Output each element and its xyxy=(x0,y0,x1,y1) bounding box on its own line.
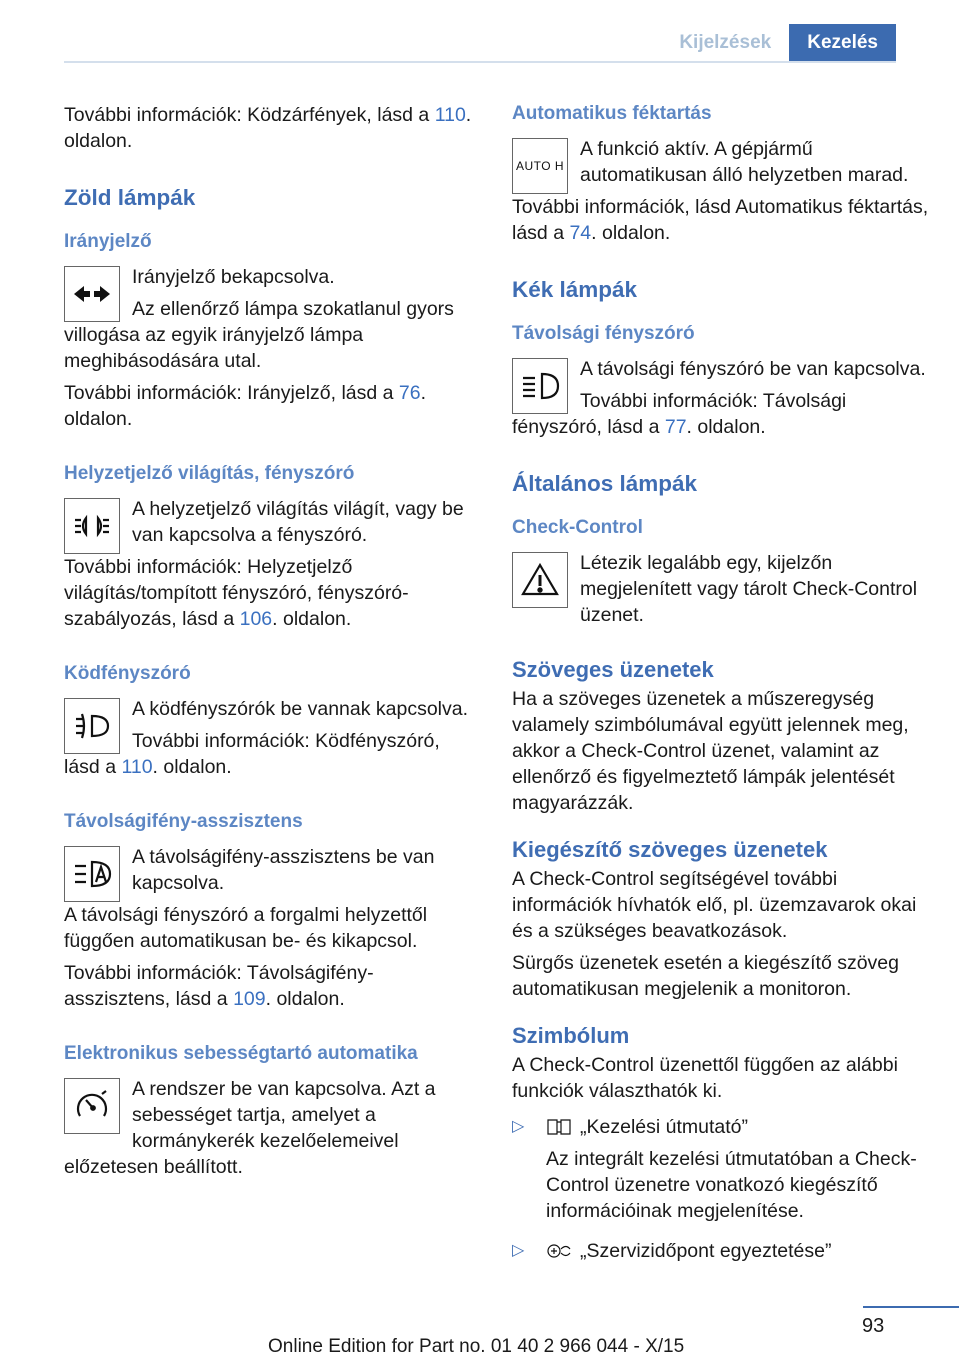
fog-light-block: A ködfényszórók be vannak kapcsolva. További információk: Ködfényszóró, lásd a 110. oldalon. xyxy=(64,696,474,780)
fog-light-icon xyxy=(64,698,120,754)
page-number: 93 xyxy=(862,1315,885,1337)
page-link[interactable]: 110 xyxy=(121,756,153,778)
high-beam-icon xyxy=(512,358,568,414)
high-beam-assist-info: További információk: Távolságifény-asszisztens, lásd a 109. oldalon. xyxy=(64,962,374,1010)
tab-kezeles[interactable]: Kezelés xyxy=(789,24,896,62)
speedometer-icon xyxy=(64,1078,120,1134)
header-divider xyxy=(64,61,896,63)
heading-position-light: Helyzetjelző világítás, fényszóró xyxy=(64,463,355,484)
high-beam-assist-icon xyxy=(64,846,120,902)
footer-divider xyxy=(863,1306,959,1308)
turn-signal-info: További információk: Irányjelző, lásd a 76. oldalon. xyxy=(64,382,427,430)
heading-fog-light: Ködfényszóró xyxy=(64,663,191,684)
turn-signal-icon xyxy=(64,266,120,322)
heading-check-control: Check-Control xyxy=(512,517,643,538)
warning-triangle-icon xyxy=(512,552,568,608)
heading-green-lamps: Zöld lámpák xyxy=(64,185,196,210)
page-link[interactable]: 76 xyxy=(398,382,421,404)
high-beam-info: További információk: Távolsági fényszóró, lásd a 77. oldalon. xyxy=(512,390,847,438)
page-link[interactable]: 74 xyxy=(569,222,592,244)
heading-high-beam: Távolsági fényszóró xyxy=(512,323,695,344)
list-item[interactable]: ▷ „Kezelési útmutató” Az integrált kezelési útmutatóban a Check-Control üzenetre vonatkozó kiegészítő információinak megjelenítése. xyxy=(512,1116,917,1222)
page-link[interactable]: 110 xyxy=(434,104,466,126)
page-link[interactable]: 106 xyxy=(239,608,273,630)
heading-general-lamps: Általános lámpák xyxy=(512,471,698,496)
heading-symbol: Szimbólum xyxy=(512,1023,630,1048)
heading-high-beam-assist: Távolságifény-asszisztens xyxy=(64,811,303,832)
position-light-info: További információk: Helyzetjelző világítás/tompított fényszóró, fényszóró-szabályozás, lásd a 106. oldalon. xyxy=(64,556,409,630)
manual-book-icon xyxy=(546,1118,572,1136)
position-light-icon xyxy=(64,498,120,554)
page-link[interactable]: 109 xyxy=(233,988,266,1010)
auto-hold-icon: AUTO H xyxy=(512,138,568,194)
auto-hold-block: AUTO H A funkció aktív. A gépjármű automatikusan álló helyzetben marad. További információk, lásd Automatikus féktartás, lásd a 74. oldalon. xyxy=(512,136,932,246)
check-control-block: Létezik legalább egy, kijelzőn megjelenített vagy tárolt Check-Control üzenet. xyxy=(512,550,932,628)
intro-paragraph: További információk: Ködzárfények, lásd a 110. oldalon. xyxy=(64,104,472,152)
list-item[interactable]: ▷ „Szervizidőpont egyeztetése” xyxy=(512,1240,832,1262)
high-beam-block: A távolsági fényszóró be van kapcsolva. További információk: Távolsági fényszóró, lásd a 77. oldalon. xyxy=(512,356,932,440)
position-light-block: A helyzetjelző világítás világít, vagy be van kapcsolva a fényszóró. További információk: Helyzetjelző világítás/tompított fényszóró, fényszóró-szabályozás, lásd a 106. oldalon. xyxy=(64,496,474,632)
tab-kijelzesek[interactable]: Kijelzések xyxy=(661,24,789,62)
cruise-control-block: A rendszer be van kapcsolva. Azt a sebességet tartja, amelyet a kormánykerék kezelőelemeivel előzetesen beállított. xyxy=(64,1078,436,1178)
auto-hold-info: További információk, lásd Automatikus féktartás, lásd a 74. oldalon. xyxy=(512,196,929,244)
heading-text-messages: Szöveges üzenetek xyxy=(512,657,714,682)
footer-edition: Online Edition for Part no. 01 40 2 966 044 - X/15 xyxy=(268,1336,685,1357)
high-beam-assist-block: A távolságifény-asszisztens be van kapcsolva. A távolsági fényszóró a forgalmi helyzettől függően automatikusan be- és kikapcsol. xyxy=(64,846,435,952)
turn-signal-block: Irányjelző bekapcsolva. Az ellenőrző lámpa szokatlanul gyors villogása az egyik irányjelző lámpa meghibásodására utal. xyxy=(64,266,454,372)
heading-turn-signal: Irányjelző xyxy=(64,231,152,252)
heading-extra-messages: Kiegészítő szöveges üzenetek xyxy=(512,837,828,862)
heading-cruise-control: Elektronikus sebességtartó automatika xyxy=(64,1043,418,1064)
heading-blue-lamps: Kék lámpák xyxy=(512,277,638,302)
service-appointment-icon xyxy=(546,1242,572,1260)
page-link[interactable]: 77 xyxy=(664,416,687,438)
bullet-arrow-icon: ▷ xyxy=(512,1118,525,1135)
right-column: Automatikus féktartás AUTO H A funkció aktív. A gépjármű automatikusan álló helyzetben marad. További információk, lásd Automatikus féktartás, lásd a 74. oldalon. Kék lámpák Távolsági fényszóró A távolsági fényszóró be van kapcsolva. További információk: Távolsági fényszóró, lásd a 77. oldalon. Általános lámpák Check-Control Létezik legalább egy, kijelzőn megjelenített vagy tárolt Check-Control üzenet. Szöveges üzenetek Ha a szöveges üzenetek a műszeregység valamely szimbólumával együtt jelennek meg, akkor a Check-Control üzenet, valamint az ellenőrző és figyelmeztető lámpák jelentését magyarázzák. Kiegészítő szöveges üzenetek A Check-Control segítségével további információk hívhatók elő, pl. üzemzavarok okai és a szükséges beavatkozások. Sürgős üzenetek esetén a kiegészítő szöveg automatikusan megjelenik a monitoron. Szimbólum A Check-Control üzenettől függően az alábbi funkciók választhatók ki. ▷ „Kezelési útmutató” Az integrált kezelési útmutatóban a Check-Control üzenetre vonatkozó kiegészítő információinak megjelenítése. ▷ „Szervizidőpont egyeztetése” xyxy=(512,102,932,1264)
bullet-arrow-icon: ▷ xyxy=(512,1242,525,1259)
fog-light-info: További információk: Ködfényszóró, lásd a 110. oldalon. xyxy=(64,730,440,778)
heading-auto-hold: Automatikus féktartás xyxy=(512,103,712,124)
left-column xyxy=(64,102,474,1180)
header-tabs xyxy=(661,24,896,62)
